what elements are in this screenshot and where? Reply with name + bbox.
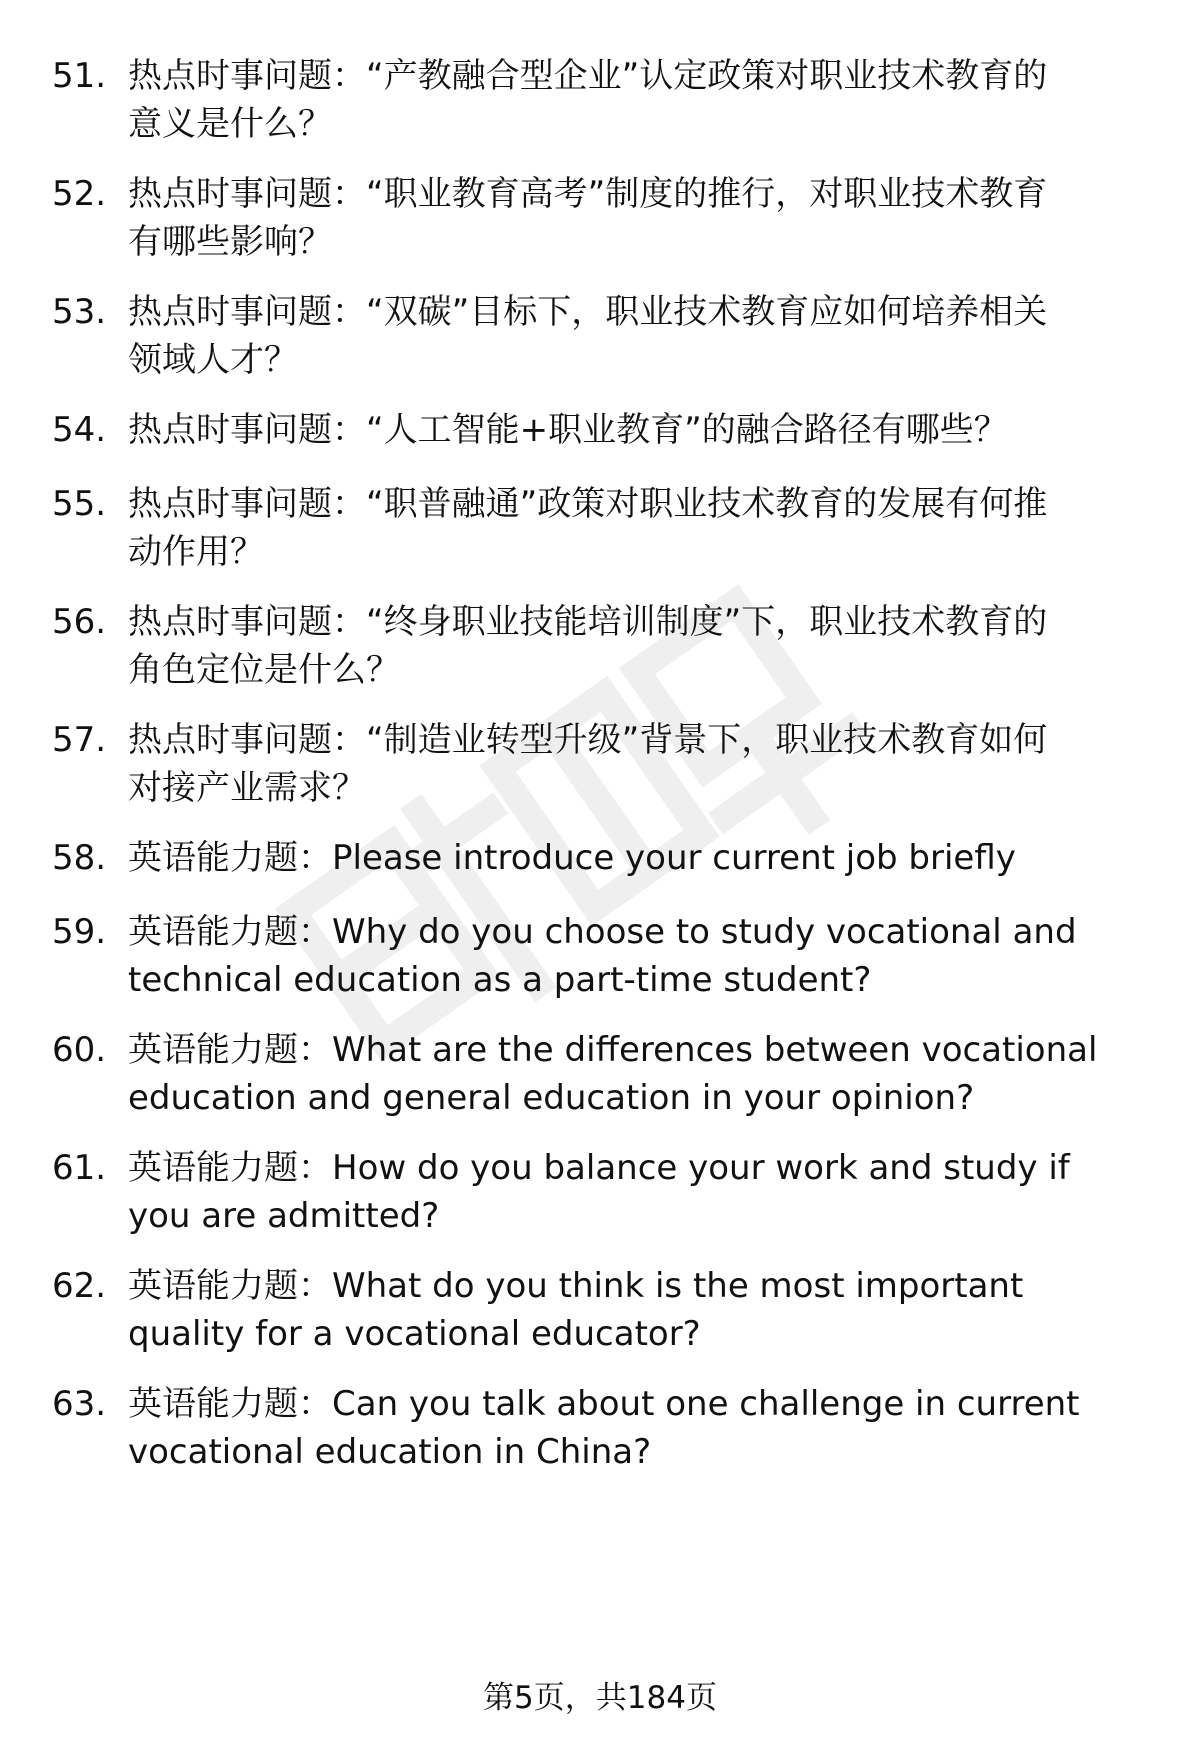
- question-number: 54.: [52, 410, 107, 450]
- question-number: 57.: [52, 720, 107, 760]
- question-number: 63.: [52, 1384, 107, 1424]
- question-text: [128, 1144, 1138, 1240]
- question-line: you are admitted?: [128, 1196, 440, 1236]
- question-text: [128, 288, 1138, 384]
- question-text: [128, 480, 1138, 576]
- question-number: 59.: [52, 912, 107, 952]
- question-number: 58.: [52, 838, 107, 878]
- question-text: [128, 598, 1138, 694]
- question-text: [128, 716, 1138, 812]
- question-text: [128, 834, 1138, 882]
- question-line: 英语能力题：Why do you choose to study vocational and: [128, 912, 1077, 952]
- question-number: 60.: [52, 1030, 107, 1070]
- question-line: 热点时事问题：“终身职业技能培训制度”下，职业技术教育的: [128, 602, 1048, 642]
- question-line: 热点时事问题：“制造业转型升级”背景下，职业技术教育如何: [128, 720, 1048, 760]
- question-line: education and general education in your opinion?: [128, 1078, 975, 1118]
- question-text: [128, 908, 1138, 1004]
- question-line: vocational education in China?: [128, 1432, 652, 1472]
- question-number: 56.: [52, 602, 107, 642]
- question-line: quality for a vocational educator?: [128, 1314, 701, 1354]
- question-line: 动作用？: [128, 532, 264, 572]
- question-number: 52.: [52, 174, 107, 214]
- question-line: 对接产业需求？: [128, 768, 366, 808]
- question-text: [128, 52, 1138, 148]
- question-number: 62.: [52, 1266, 107, 1306]
- question-line: 英语能力题：What do you think is the most important: [128, 1266, 1024, 1306]
- question-line: 热点时事问题：“职普融通”政策对职业技术教育的发展有何推: [128, 484, 1048, 524]
- question-text: [128, 1262, 1138, 1358]
- question-line: 英语能力题：Can you talk about one challenge in current: [128, 1384, 1080, 1424]
- question-text: [128, 406, 1138, 454]
- question-number: 53.: [52, 292, 107, 332]
- question-number: 51.: [52, 56, 107, 96]
- question-line: 热点时事问题：“职业教育高考”制度的推行，对职业技术教育: [128, 174, 1048, 214]
- question-line: 英语能力题：What are the differences between vocational: [128, 1030, 1098, 1070]
- question-line: 热点时事问题：“人工智能+职业教育”的融合路径有哪些？: [128, 410, 1008, 450]
- question-line: 角色定位是什么？: [128, 650, 400, 690]
- question-line: 英语能力题：Please introduce your current job briefly: [128, 838, 1016, 878]
- question-line: technical education as a part-time student?: [128, 960, 872, 1000]
- question-text: [128, 170, 1138, 266]
- question-line: 英语能力题：How do you balance your work and study if: [128, 1148, 1070, 1188]
- question-line: 意义是什么？: [128, 104, 332, 144]
- question-number: 55.: [52, 484, 107, 524]
- question-line: 热点时事问题：“双碳”目标下，职业技术教育应如何培养相关: [128, 292, 1048, 332]
- question-text: [128, 1380, 1138, 1476]
- question-line: 有哪些影响？: [128, 222, 332, 262]
- question-line: 热点时事问题：“产教融合型企业”认定政策对职业技术教育的: [128, 56, 1048, 96]
- question-text: [128, 1026, 1138, 1122]
- page-number-footer: 第5页，共184页: [483, 1680, 717, 1716]
- question-line: 领域人才？: [128, 340, 298, 380]
- question-number: 61.: [52, 1148, 107, 1188]
